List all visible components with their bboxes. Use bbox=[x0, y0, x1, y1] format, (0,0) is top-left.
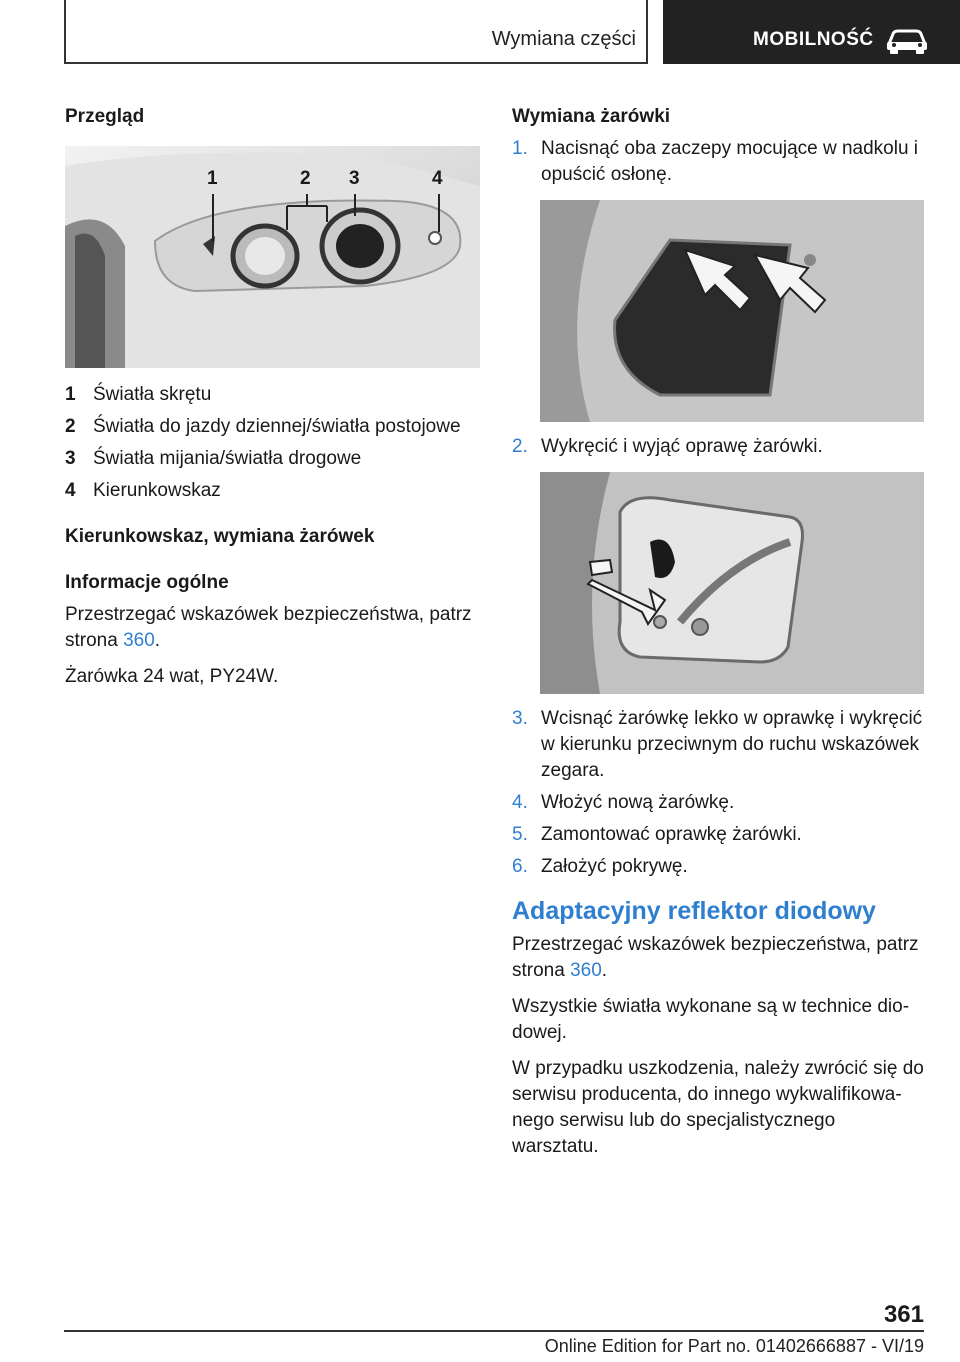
legend-item bbox=[65, 446, 480, 472]
overview-title: Przegląd bbox=[65, 106, 145, 127]
safety-paragraph bbox=[65, 602, 480, 654]
legend-text: Światła skrętu bbox=[93, 384, 212, 405]
step-number: 1. bbox=[512, 138, 528, 159]
led-paragraph: Wszystkie światła wykonane są w technice diodowej. bbox=[512, 996, 910, 1043]
bulb-info: Żarówka 24 wat, PY24W. bbox=[65, 666, 279, 687]
step-item bbox=[512, 822, 924, 848]
header-chapter-box bbox=[663, 0, 960, 64]
legend-number: 3 bbox=[65, 448, 76, 469]
legend-text: Kierunkowskaz bbox=[93, 480, 221, 501]
figure-callout-2: 2 bbox=[300, 168, 311, 189]
step-item bbox=[512, 790, 924, 816]
bulb-holder-illustration bbox=[540, 472, 924, 694]
section-title: Kierunkowskaz, wymiana żarówek bbox=[65, 526, 375, 547]
step-text: Wykręcić i wyjąć oprawę żarówki. bbox=[541, 436, 823, 457]
step-item bbox=[512, 706, 924, 784]
figure-legend bbox=[65, 382, 480, 504]
bulb-holder-figure bbox=[540, 472, 924, 694]
legend-number: 1 bbox=[65, 384, 76, 405]
legend-text: Światła do jazdy dziennej/światła postojowe bbox=[93, 416, 461, 437]
header-section-title: Wymiana części bbox=[491, 28, 636, 50]
step-number: 5. bbox=[512, 824, 528, 845]
wheel-arch-cover-illustration bbox=[540, 200, 924, 422]
adaptive-safety-paragraph bbox=[512, 932, 924, 984]
step-number: 6. bbox=[512, 856, 528, 877]
adaptive-safety-end: . bbox=[601, 960, 608, 981]
step-item bbox=[512, 434, 924, 460]
step-number: 4. bbox=[512, 792, 528, 813]
legend-item bbox=[65, 414, 480, 440]
step-text: Wcisnąć żarówkę lekko w oprawkę i wykręcić w kierunku przeciwnym do ruchu wskazówek zegara. bbox=[541, 708, 923, 781]
legend-item bbox=[65, 382, 480, 408]
legend-number: 4 bbox=[65, 480, 76, 501]
figure-callout-4: 4 bbox=[432, 168, 443, 189]
legend-text: Światła mijania/światła drogowe bbox=[93, 448, 362, 469]
footer-divider bbox=[64, 1330, 924, 1332]
safety-end: . bbox=[154, 630, 161, 651]
left-column bbox=[65, 104, 480, 690]
headlight-illustration bbox=[65, 146, 480, 368]
car-icon bbox=[885, 28, 929, 54]
step-item bbox=[512, 854, 924, 880]
step-text: Zamontować oprawkę żarówki. bbox=[541, 824, 802, 845]
step-number: 2. bbox=[512, 436, 528, 457]
legend-number: 2 bbox=[65, 416, 76, 437]
adaptive-safety-text: Przestrzegać wskazówek bezpieczeństwa, patrz strona bbox=[512, 934, 919, 981]
replace-title: Wymiana żarówki bbox=[512, 106, 671, 127]
step-item bbox=[512, 136, 924, 188]
edition-text: Online Edition for Part no. 01402666887 - VI/19 bbox=[544, 1336, 924, 1356]
safety-text: Przestrzegać wskazówek bezpieczeństwa, patrz strona bbox=[65, 604, 472, 651]
figure-callout-3: 3 bbox=[349, 168, 360, 189]
step-number: 3. bbox=[512, 708, 528, 729]
right-column bbox=[512, 104, 924, 1160]
cover-figure bbox=[540, 200, 924, 422]
header-chapter-title: MOBILNOŚĆ bbox=[753, 29, 874, 50]
safety-page-link[interactable]: 360 bbox=[123, 630, 155, 651]
header-section-box bbox=[64, 0, 648, 64]
step-text: Założyć pokrywę. bbox=[541, 856, 688, 877]
adaptive-led-title: Adaptacyjny reflektor diodowy bbox=[512, 897, 876, 925]
damage-paragraph: W przypadku uszkodzenia, należy zwrócić się do serwisu producenta, do innego wykwalifikowanego serwisu lub do specjalistycznego warsztatu. bbox=[512, 1058, 924, 1157]
general-info-title: Informacje ogólne bbox=[65, 572, 229, 593]
step-text: Nacisnąć oba zaczepy mocujące w nadkolu i opuścić osłonę. bbox=[541, 138, 919, 185]
legend-item bbox=[65, 478, 480, 504]
page-number: 361 bbox=[883, 1301, 924, 1328]
headlight-figure bbox=[65, 146, 480, 368]
step-text: Włożyć nową żarówkę. bbox=[541, 792, 735, 813]
figure-callout-1: 1 bbox=[207, 168, 218, 189]
adaptive-safety-page-link[interactable]: 360 bbox=[570, 960, 602, 981]
